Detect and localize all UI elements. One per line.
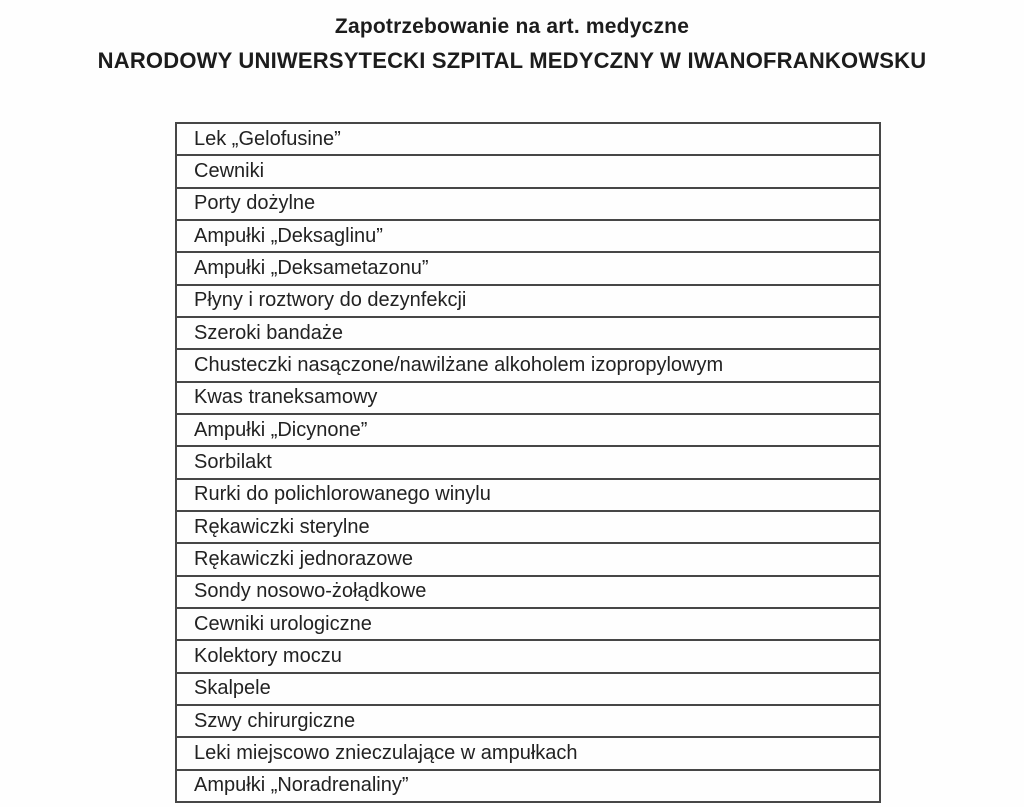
table-row xyxy=(177,318,879,350)
table-row xyxy=(177,706,879,738)
table-row xyxy=(177,674,879,706)
item-label: Rękawiczki jednorazowe xyxy=(194,547,413,570)
item-label: Sorbilakt xyxy=(194,450,272,473)
table-row xyxy=(177,189,879,221)
table-row xyxy=(177,512,879,544)
table-row xyxy=(177,447,879,479)
table-row xyxy=(177,221,879,253)
table-row xyxy=(177,771,879,801)
items-table xyxy=(175,122,881,803)
table-row xyxy=(177,286,879,318)
item-label: Skalpele xyxy=(194,677,271,700)
item-label: Płyny i roztwory do dezynfekcji xyxy=(194,289,467,312)
item-label: Ampułki „Deksaglinu” xyxy=(194,224,383,247)
document-title: Zapotrzebowanie na art. medyczne xyxy=(334,15,690,38)
table-row xyxy=(177,641,879,673)
table-row xyxy=(177,350,879,382)
table-row xyxy=(177,415,879,447)
table-row xyxy=(177,738,879,770)
item-label: Rurki do polichlorowanego winylu xyxy=(194,483,491,506)
item-label: Lek „Gelofusine” xyxy=(194,127,341,150)
item-label: Ampułki „Deksametazonu” xyxy=(194,256,429,279)
item-label: Ampułki „Noradrenaliny” xyxy=(194,774,409,797)
document-subtitle: NARODOWY UNIWERSYTECKI SZPITAL MEDYCZNY W IWANOFRANKOWSKU xyxy=(97,48,927,73)
table-row xyxy=(177,544,879,576)
item-label: Cewniki urologiczne xyxy=(194,612,372,635)
item-label: Chusteczki nasączone/nawilżane alkoholem izopropylowym xyxy=(194,353,724,376)
table-row xyxy=(177,253,879,285)
table-row xyxy=(177,577,879,609)
item-label: Cewniki xyxy=(194,159,265,182)
table-row xyxy=(177,383,879,415)
item-label: Sondy nosowo-żołądkowe xyxy=(194,580,427,603)
item-label: Szeroki bandaże xyxy=(194,321,343,344)
item-label: Szwy chirurgiczne xyxy=(194,709,356,732)
item-label: Porty dożylne xyxy=(194,192,316,215)
table-row xyxy=(177,480,879,512)
item-label: Leki miejscowo znieczulające w ampułkach xyxy=(194,741,578,764)
table-row xyxy=(177,609,879,641)
table-row xyxy=(177,124,879,156)
item-label: Kwas traneksamowy xyxy=(194,386,378,409)
table-row xyxy=(177,156,879,188)
item-label: Ampułki „Dicynone” xyxy=(194,418,368,441)
item-label: Kolektory moczu xyxy=(194,644,342,667)
item-label: Rękawiczki sterylne xyxy=(194,515,370,538)
